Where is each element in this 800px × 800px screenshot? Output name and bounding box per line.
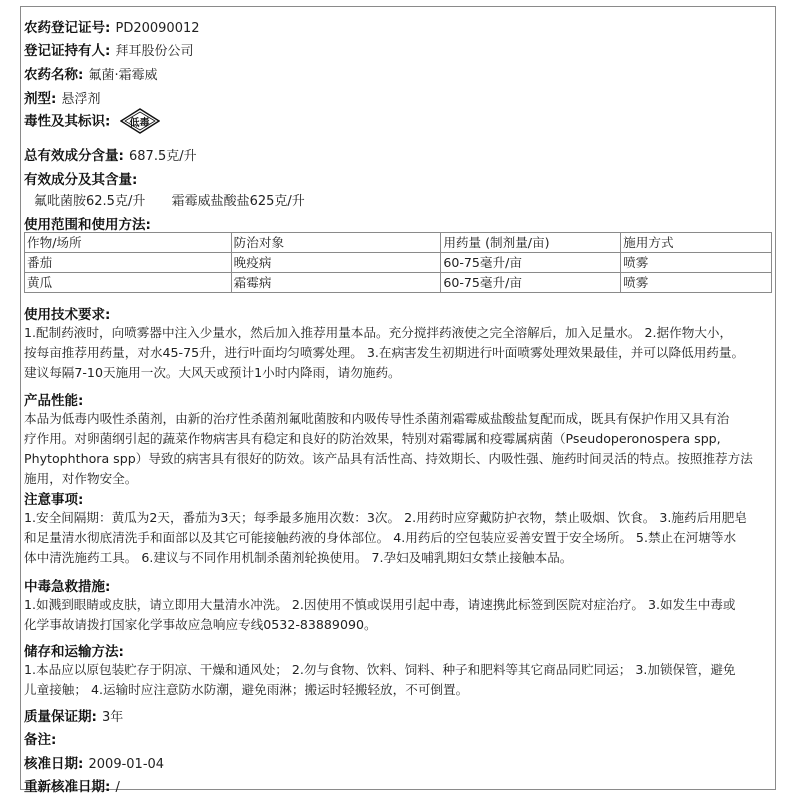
reg-no-label: 农药登记证号:: [24, 20, 111, 36]
notes-section: [24, 488, 772, 568]
form-row: [24, 87, 772, 107]
table-header-row: [25, 233, 772, 253]
warranty-value: 3年: [102, 710, 124, 725]
usage-table: [24, 232, 772, 293]
usage-label: 使用范围和使用方法:: [24, 217, 151, 233]
tech-line: 按每亩推荐用药量，对水45-75升，进行叶面均匀喷雾处理。 3.在病害发生初期进行叶面喷雾处理效果最佳，并可以降低用药量。: [24, 345, 745, 360]
notes-line: 体中清洗施药工具。 6.建议与不同作用机制杀菌剂轮换使用。 7.孕妇及哺乳期妇女禁止接触本品。: [24, 550, 573, 565]
performance-line: 施用，对作物安全。: [24, 471, 138, 486]
holder-label: 登记证持有人:: [24, 43, 111, 59]
first-aid-line: 1.如溅到眼睛或皮肤，请立即用大量清水冲洗。 2.因使用不慎或误用引起中毒，请速携此标签到医院对症治疗。 3.如发生中毒或: [24, 597, 736, 612]
performance-label: 产品性能:: [24, 393, 84, 409]
toxicity-label: 毒性及其标识:: [24, 113, 111, 130]
remarks-label: 备注:: [24, 732, 57, 748]
form-value: 悬浮剂: [61, 92, 101, 107]
table-header-cell: 防治对象: [231, 233, 441, 253]
ingredients-label: 有效成分及其含量:: [24, 172, 138, 188]
toxicity-symbol-text: 低毒: [129, 118, 150, 129]
name-label: 农药名称:: [24, 67, 84, 83]
table-cell: 番茄: [25, 253, 232, 273]
name-value: 氟菌·霜霉威: [88, 68, 158, 83]
total-content-row: [24, 144, 772, 164]
approval-date-value: 2009-01-04: [88, 757, 165, 772]
storage-line: 儿童接触； 4.运输时应注意防水防潮，避免雨淋；搬运时轻搬轻放，不可倒置。: [24, 682, 469, 697]
ingredients-list: [34, 190, 772, 209]
approval-date-row: [24, 752, 772, 772]
first-aid-section: [24, 575, 772, 635]
table-cell: 喷雾: [621, 253, 772, 273]
warranty-label: 质量保证期:: [24, 709, 97, 725]
first-aid-label: 中毒急救措施:: [24, 579, 111, 595]
low-toxicity-symbol: [120, 108, 160, 134]
table-row: [25, 273, 772, 293]
performance-line: 疗作用。对卵菌纲引起的蔬菜作物病害具有稳定和良好的防治效果，特别对霜霉属和疫霉属病菌（Pseudoperonospera spp,: [24, 431, 721, 446]
storage-section: [24, 640, 772, 700]
table-cell: 霜霉病: [231, 273, 441, 293]
table-cell: 黄瓜: [25, 273, 232, 293]
table-cell: 喷雾: [621, 273, 772, 293]
table-row: [25, 253, 772, 273]
ingredient-item: 氟吡菌胺62.5克/升: [34, 194, 146, 209]
reapproval-date-row: [24, 775, 772, 795]
reg-no-value: PD20090012: [115, 21, 200, 36]
performance-line: Phytophthora spp）导致的病害具有很好的防效。该产品具有活性高、持效期长、内吸性强、施药时间灵活的特点。按照推荐方法: [24, 451, 753, 466]
table-cell: 晚疫病: [231, 253, 441, 273]
table-header-cell: 作物/场所: [25, 233, 232, 253]
remarks-row: [24, 728, 772, 748]
reapproval-date-label: 重新核准日期:: [24, 779, 111, 795]
label-document: [20, 6, 776, 795]
first-aid-line: 化学事故请拨打国家化学事故应急响应专线0532-83889090。: [24, 617, 377, 632]
holder-value: 拜耳股份公司: [115, 44, 194, 59]
total-content-label: 总有效成分含量:: [24, 148, 124, 164]
notes-line: 和足量清水彻底清洗手和面部以及其它可能接触药液的身体部位。 4.用药后的空包装应妥善安置于安全场所。 5.禁止在河塘等水: [24, 530, 737, 545]
storage-label: 储存和运输方法:: [24, 644, 124, 660]
notes-label: 注意事项:: [24, 492, 84, 508]
total-content-value: 687.5克/升: [129, 149, 197, 164]
toxicity-row: [24, 108, 772, 134]
name-row: [24, 63, 772, 83]
approval-date-label: 核准日期:: [24, 756, 84, 772]
warranty-row: [24, 705, 772, 725]
reg-no-row: [24, 16, 772, 36]
tech-label: 使用技术要求:: [24, 307, 111, 323]
tech-section: [24, 303, 772, 383]
performance-section: [24, 389, 772, 489]
notes-line: 1.安全间隔期：黄瓜为2天，番茄为3天；每季最多施用次数：3次。 2.用药时应穿戴防护衣物，禁止吸烟、饮食。 3.施药后用肥皂: [24, 510, 747, 525]
tech-line: 1.配制药液时，向喷雾器中注入少量水，然后加入推荐用量本品。充分搅拌药液使之完全溶解后，加入足量水。 2.据作物大小，: [24, 325, 733, 340]
table-header-cell: 施用方式: [621, 233, 772, 253]
table-header-cell: 用药量 (制剂量/亩): [441, 233, 621, 253]
tech-line: 建议每隔7-10天施用一次。大风天或预计1小时内降雨，请勿施药。: [24, 365, 401, 380]
reapproval-date-value: /: [115, 780, 120, 795]
form-label: 剂型:: [24, 91, 57, 107]
table-cell: 60-75毫升/亩: [441, 273, 621, 293]
ingredients-heading: [24, 168, 772, 188]
ingredient-item: 霜霉威盐酸盐625克/升: [171, 194, 305, 209]
table-cell: 60-75毫升/亩: [441, 253, 621, 273]
usage-heading: [24, 213, 772, 233]
holder-row: [24, 39, 772, 59]
performance-line: 本品为低毒内吸性杀菌剂，由新的治疗性杀菌剂氟吡菌胺和内吸传导性杀菌剂霜霉威盐酸盐复配而成，既具有保护作用又具有治: [24, 411, 730, 426]
storage-line: 1.本品应以原包装贮存于阴凉、干燥和通风处； 2.勿与食物、饮料、饲料、种子和肥料等其它商品同贮同运； 3.加锁保管，避免: [24, 662, 736, 677]
